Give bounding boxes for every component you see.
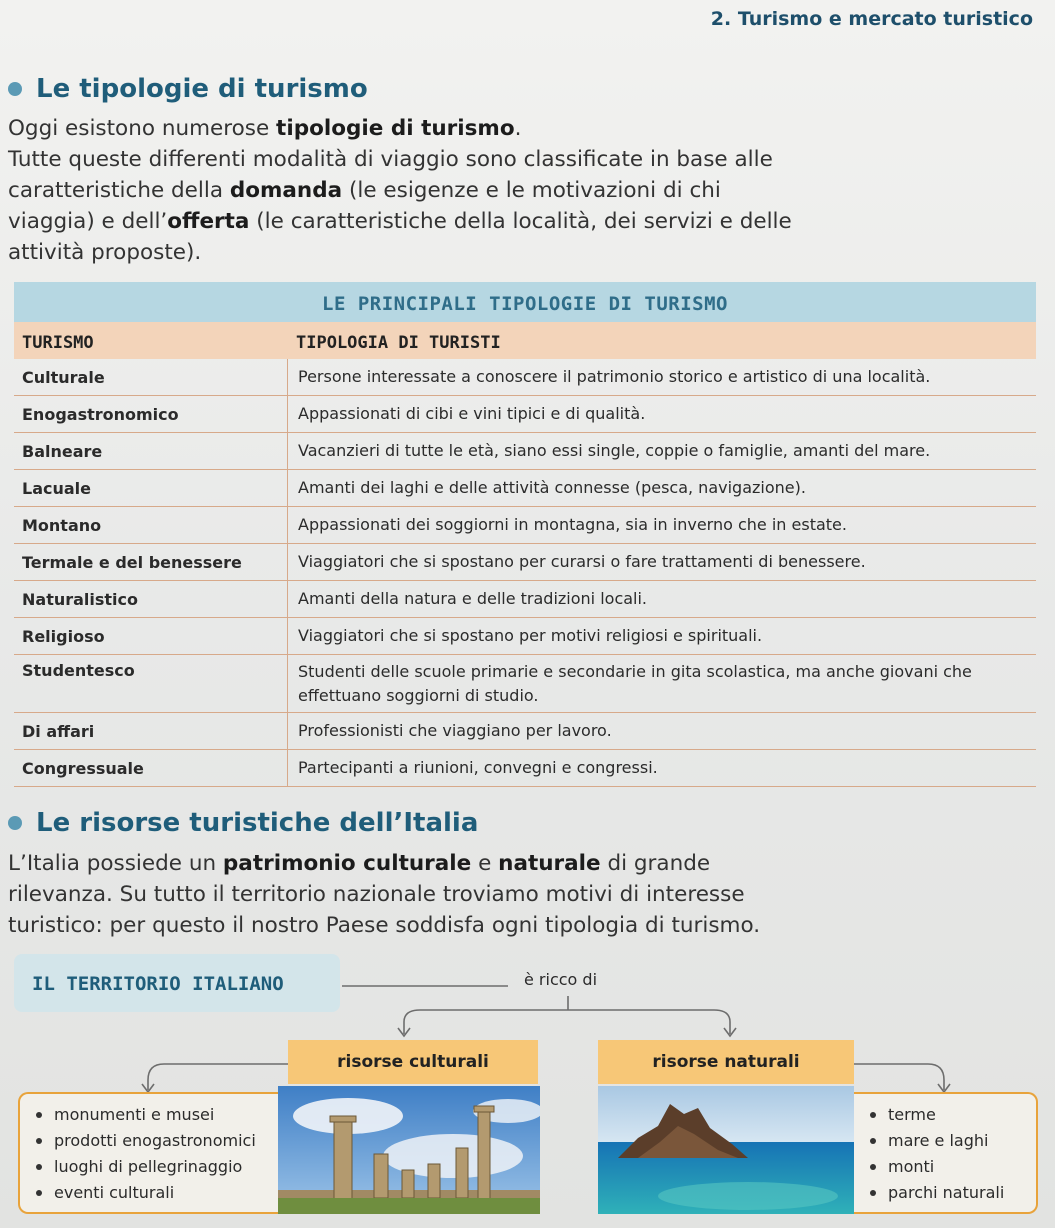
tourist-type-cell: Appassionati di cibi e vini tipici e di qualità. xyxy=(298,404,646,423)
text-run: e xyxy=(471,851,499,876)
text-run: Oggi esistono numerose xyxy=(8,116,277,141)
text-run: (le caratteristiche della località, dei servizi e delle attività proposte). xyxy=(8,209,792,265)
text-run-bold: offerta xyxy=(167,209,250,234)
list-item: prodotti enogastronomici xyxy=(20,1128,278,1154)
list-item: eventi culturali xyxy=(20,1180,278,1206)
cultural-resources-box xyxy=(18,1092,278,1214)
tourism-type-cell: Balneare xyxy=(14,433,288,469)
text-run: Tutte queste differenti modalità di viaggio sono classificate in base alle caratteristiche della xyxy=(8,147,773,203)
tourist-type-cell: Appassionati dei soggiorni in montagna, sia in inverno che in estate. xyxy=(298,515,847,534)
list-item: parchi naturali xyxy=(854,1180,1036,1206)
sea-rock-photo xyxy=(598,1086,854,1214)
list-item: monumenti e musei xyxy=(20,1102,278,1128)
list-item: monti xyxy=(854,1154,1036,1180)
list-item: terme xyxy=(854,1102,1036,1128)
tourist-type-cell: Amanti dei laghi e delle attività connesse (pesca, navigazione). xyxy=(298,478,806,497)
tourist-type-cell: Viaggiatori che si spostano per motivi religiosi e spirituali. xyxy=(298,626,763,645)
text-run-bold: patrimonio culturale xyxy=(222,851,472,876)
tourism-type-cell: Congressuale xyxy=(14,750,288,786)
tourism-type-cell: Culturale xyxy=(14,359,288,395)
natural-resources-list xyxy=(854,1094,1036,1206)
tourism-type-cell: Studentesco xyxy=(14,655,288,712)
scheme-link-label: è ricco di xyxy=(524,970,598,989)
tourism-type-cell: Montano xyxy=(14,507,288,543)
text-run-bold: naturale xyxy=(498,851,601,876)
tourism-type-cell: Lacuale xyxy=(14,470,288,506)
text-run: . xyxy=(514,116,522,141)
tourism-type-cell: Naturalistico xyxy=(14,581,288,617)
scheme-title: IL TERRITORIO ITALIANO xyxy=(14,954,340,1012)
tourism-type-cell: Termale e del benessere xyxy=(14,544,288,580)
tourist-type-cell: Viaggiatori che si spostano per curarsi o fare trattamenti di benessere. xyxy=(298,552,866,571)
section-title-text: Le tipologie di turismo xyxy=(36,74,368,104)
natural-resources-box xyxy=(854,1092,1038,1214)
cultural-resources-list xyxy=(20,1094,278,1206)
tourist-type-cell: Amanti della natura e delle tradizioni locali. xyxy=(298,589,648,608)
tourist-type-cell: Professionisti che viaggiano per lavoro. xyxy=(298,721,612,740)
header-turismo: TURISMO xyxy=(22,333,94,353)
text-run-bold: tipologie di turismo xyxy=(276,116,515,141)
header-tipologia: TIPOLOGIA DI TURISTI xyxy=(296,333,501,353)
natural-resources-label: risorse naturali xyxy=(598,1040,854,1084)
text-run: L’Italia possiede un xyxy=(8,851,223,876)
chapter-heading: 2. Turismo e mercato turistico xyxy=(710,8,1033,30)
tourism-type-cell: Religioso xyxy=(14,618,288,654)
text-run: di grande rilevanza. Su tutto il territorio nazionale troviamo motivi di interesse turistico: per questo il nostro Paese soddisfa ogni tipologia di turismo. xyxy=(8,851,761,938)
cultural-resources-label: risorse culturali xyxy=(288,1040,538,1084)
tourism-type-cell: Di affari xyxy=(14,713,288,749)
tourist-type-cell: Persone interessate a conoscere il patrimonio storico e artistico di una località. xyxy=(298,367,931,386)
tourist-type-cell: Vacanzieri di tutte le età, siano essi single, coppie o famiglie, amanti del mare. xyxy=(298,441,931,460)
section-title-text: Le risorse turistiche dell’Italia xyxy=(36,808,479,838)
tourism-type-cell: Enogastronomico xyxy=(14,396,288,432)
list-item: luoghi di pellegrinaggio xyxy=(20,1154,278,1180)
tourist-type-cell: Studenti delle scuole primarie e secondarie in gita scolastica, ma anche giovani che effettuano soggiorni di studio. xyxy=(298,661,972,705)
temple-ruins-photo xyxy=(278,1086,540,1214)
text-run: (le esigenze e le motivazioni di chi viaggia) e dell’ xyxy=(8,178,721,234)
text-run-bold: domanda xyxy=(229,178,343,203)
list-item: mare e laghi xyxy=(854,1128,1036,1154)
tourist-type-cell: Partecipanti a riunioni, convegni e congressi. xyxy=(298,758,658,777)
table-title: LE PRINCIPALI TIPOLOGIE DI TURISMO xyxy=(14,282,1036,322)
